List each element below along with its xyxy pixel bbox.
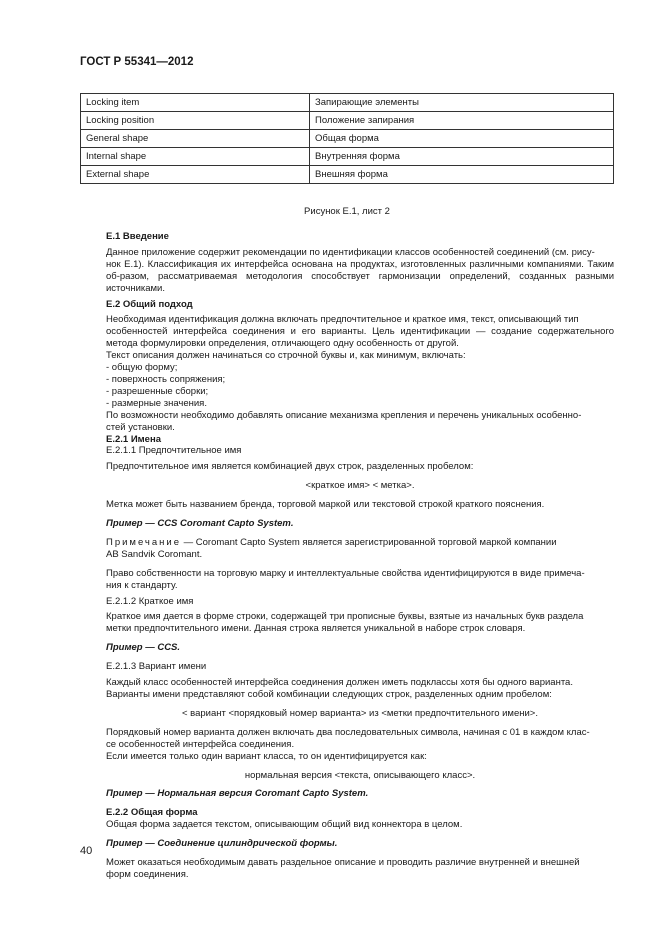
e22-paragraph-2-line1: Может оказаться необходимым давать раздельное описание и проводить различие внутренней и внешней [106, 857, 580, 869]
e2-paragraph-rest: особенностей интерфейса соединения и его варианты. Цель идентификации — создание содержательного метода формулировки определения, отличающего одну особенность от другой. [106, 326, 614, 350]
page-number: 40 [80, 845, 93, 857]
e22-example: Пример — Соединение цилиндрической формы. [106, 838, 338, 850]
e213-paragraph-2-rest: се особенностей интерфейса соединения. [106, 738, 295, 750]
note-text: — Coromant Capto System является зарегистрированной торговой маркой компании [181, 536, 557, 548]
table-row [81, 148, 614, 166]
section-e2-title: Е.2 Общий подход [106, 298, 193, 310]
list-item: - разрешенные сборки; [106, 385, 209, 397]
e213-formula: < вариант <порядковый номер варианта> из <метки предпочтительного имени>. [181, 707, 538, 719]
table-cell-ru: Внутренняя форма [310, 148, 614, 166]
table-cell-ru: Положение запирания [310, 112, 614, 130]
document-header: ГОСТ Р 55341—2012 [80, 56, 194, 68]
table-cell-en: General shape [81, 130, 310, 148]
table-cell-en: Locking position [81, 112, 310, 130]
e213-example: Пример — Нормальная версия Coromant Capto System. [106, 788, 369, 800]
e213-paragraph-rest: Варианты имени представляют собой комбинации следующих строк, разделенных одним пробелом: [106, 689, 552, 700]
e211-paragraph-1: Предпочтительное имя является комбинацией двух строк, разделенных пробелом: [106, 461, 474, 473]
note-label: Примечание [106, 536, 181, 548]
e2-paragraph-line1: Необходимая идентификация должна включать предпочтительное и краткое имя, текст, описывающий тип [106, 314, 579, 326]
e211-example: Пример — CCS Coromant Capto System. [106, 518, 294, 530]
e212-paragraph-rest: метки предпочтительного имени. Данная строка является уникальной в наборе строк словаря. [106, 623, 526, 635]
main-content [106, 231, 614, 881]
table-cell-en: External shape [81, 166, 310, 184]
e211-paragraph-2: Метка может быть названием бренда, торговой маркой или текстовой строкой краткого пояснения. [106, 499, 545, 511]
e213-paragraph-line1: Каждый класс особенностей интерфейса соединения должен иметь подклассы хотя бы одного варианта. [106, 677, 573, 689]
e1-paragraph-rest: нок Е.1). Классификация их интерфейса основана на продуктах, изготовленных различными компаниями. Таким об-разом, рассматриваемая методология способствует гармонизации определений, созданных разными источниками. [106, 258, 614, 294]
e211-note-rest: AB Sandvik Coromant. [106, 548, 203, 560]
table-cell-ru: Запирающие элементы [310, 94, 614, 112]
e1-paragraph-line1: Данное приложение содержит рекомендации по идентификации классов особенностей соединений (см. рису- [106, 246, 595, 258]
table-row [81, 112, 614, 130]
e212-paragraph-line1: Краткое имя дается в форме строки, содержащей три прописные буквы, взятые из начальных букв раздела [106, 611, 584, 623]
e22-paragraph-2-rest: форм соединения. [106, 868, 189, 880]
figure-caption: Рисунок Е.1, лист 2 [304, 206, 390, 217]
section-e211-title: Е.2.1.1 Предпочтительное имя [106, 445, 242, 457]
list-item: - поверхность сопряжения; [106, 373, 226, 385]
table-cell-ru: Общая форма [310, 130, 614, 148]
e211-note [106, 537, 614, 549]
table-cell-en: Internal shape [81, 148, 310, 166]
e213-formula-2: нормальная версия <текста, описывающего класс>. [244, 769, 476, 781]
section-e1-title: Е.1 Введение [106, 231, 169, 242]
e213-paragraph-2-line1: Порядковый номер варианта должен включать два последовательных символа, начиная с 01 в каждом клас- [106, 726, 590, 738]
section-e213-title: Е.2.1.3 Вариант имени [106, 661, 207, 673]
terms-table [80, 93, 614, 184]
e2-paragraph-2: Текст описания должен начинаться со строчной буквы и, как минимум, включать: [106, 350, 466, 362]
e211-paragraph-3-rest: ния к стандарту. [106, 579, 178, 591]
list-item: - общую форму; [106, 362, 178, 374]
section-e22-title: Е.2.2 Общая форма [106, 807, 198, 819]
e2-paragraph-3-line1: По возможности необходимо добавлять описание механизма крепления и перечень уникальных особенно- [106, 409, 582, 421]
list-item: - размерные значения. [106, 397, 207, 409]
section-e21-title: Е.2.1 Имена [106, 433, 161, 445]
table-row [81, 166, 614, 184]
e213-paragraph-3: Если имеется только один вариант класса, то он идентифицируется как: [106, 750, 427, 762]
e211-paragraph-3-line1: Право собственности на торговую марку и интеллектуальные свойства идентифицируются в виде примеча- [106, 567, 585, 579]
e211-formula: <краткое имя> < метка>. [305, 480, 415, 492]
e22-paragraph-1: Общая форма задается текстом, описывающим общий вид коннектора в целом. [106, 819, 463, 831]
table-row [81, 94, 614, 112]
table-row [81, 130, 614, 148]
e212-example: Пример — CCS. [106, 642, 181, 654]
section-e212-title: Е.2.1.2 Краткое имя [106, 595, 194, 607]
table-cell-ru: Внешняя форма [310, 166, 614, 184]
e2-paragraph-3-rest: стей установки. [106, 421, 175, 433]
table-cell-en: Locking item [81, 94, 310, 112]
